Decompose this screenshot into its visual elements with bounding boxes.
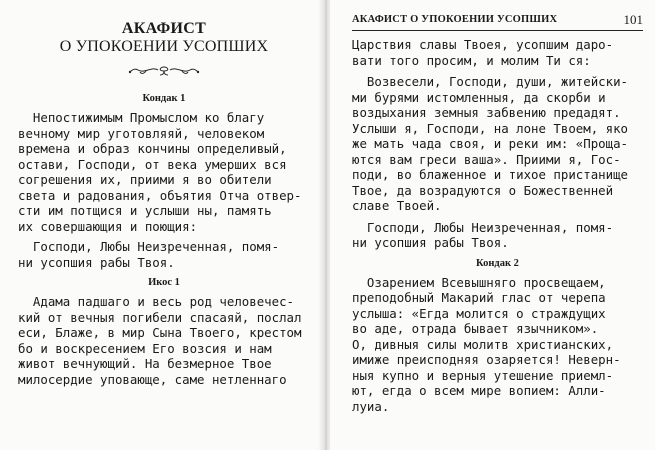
paragraph-2 — [352, 74, 643, 214]
section-heading-kondak-1: Кондак 1 — [142, 93, 186, 104]
text-line: вати того просим, и молим Ти ся: — [352, 52, 591, 68]
text-line: Царствия славы Твоея, усопшим даро- — [352, 37, 614, 52]
text-line: воздыхания земныя забвению предадят. — [352, 105, 621, 120]
ornament-divider-icon — [124, 64, 204, 78]
text-line: еси, Блаже, в мир Сына Твоего, крестом — [18, 325, 302, 340]
text-line: Господи, Любы Неизреченная, помя- — [18, 239, 280, 254]
page-number: 101 — [623, 12, 643, 27]
text-line: остави, Господи, от века умерших вся — [18, 156, 287, 172]
text-line: Озарением Всевышняго просвещаем, — [352, 274, 606, 290]
text-line: Возвесели, Господи, души, житейски- — [352, 74, 629, 89]
text-line: сти им потщися и услыши ны, память — [18, 203, 272, 218]
text-line: согрешения их, приими я во обители — [18, 172, 272, 187]
paragraph-3 — [352, 220, 643, 251]
text-line: луиа. — [352, 398, 390, 414]
left-page — [0, 0, 325, 450]
text-line: ни усопшия рабы Твоя. — [18, 254, 175, 270]
running-header — [352, 10, 643, 31]
text-line: Твое, да возрадуются о Божественней — [352, 182, 614, 198]
text-line: Господи, Любы Неизреченная, помя- — [352, 219, 614, 235]
text-line: преподобный Макарий глас от черепа — [352, 290, 606, 305]
text-line: ныя купно и верныя утешение приемл- — [352, 367, 614, 383]
kondak-2-text — [352, 275, 643, 415]
text-line: О, дивныя силы молитв христианских, — [352, 336, 614, 352]
text-line: ми бурями истомленныя, да скорби и — [352, 89, 606, 105]
text-line: Услыши я, Господи, на лоне Твоем, яко — [352, 120, 629, 136]
text-line: имиже преисподняя озаряется! Неверн- — [352, 352, 621, 367]
text-line: ни усопшия рабы Твоя. — [352, 235, 509, 250]
right-page — [330, 0, 655, 450]
text-line: милосердие уповающе, саме нетленнаго — [18, 371, 287, 387]
ikos-1-text — [18, 294, 310, 387]
text-line: ются вам греси ваша». Приими я, Гос- — [352, 151, 621, 167]
section-heading-kondak-2: Кондак 2 — [476, 257, 519, 269]
text-line: бо и воскресением Его возсия и нам — [18, 340, 272, 356]
text-line: вечному мир уготовляяй, человеком — [18, 125, 265, 141]
text-line: же мать чада своя, и реки им: «Проща- — [352, 136, 629, 151]
section-heading-ikos-1: Икос 1 — [148, 277, 180, 288]
running-title: АКАФИСТ О УПОКОЕНИИ УСОПШИХ — [352, 14, 558, 25]
text-line: света и радования, объятия Отча отвер- — [18, 187, 302, 203]
text-line: во аде, отрада бывает язычником». — [352, 321, 599, 336]
paragraph-1 — [352, 37, 643, 68]
kondak-1-text — [18, 110, 310, 234]
text-line: кий от вечныя погибели спасаяй, послал — [18, 309, 302, 325]
text-line: живот вечнующий. На безмерное Твое — [18, 356, 272, 371]
page-title: АКАФИСТ — [121, 20, 207, 37]
text-line: Адама падшаго и весь род человечес- — [18, 294, 295, 309]
text-line: ют, егда о всем мире вопием: Алли- — [352, 383, 606, 398]
text-line: их совершающия и поющия: — [18, 218, 198, 234]
text-line: славе Твоей. — [352, 198, 442, 213]
kondak-1-refrain — [18, 239, 310, 270]
text-line: поди, во блаженное и тихое пристанище — [352, 167, 629, 182]
text-line: Непостижимым Промыслом ко благу — [18, 110, 265, 125]
text-line: услыша: «Егда молится о страждущих — [352, 305, 606, 321]
text-line: времена и образ кончины определивый, — [18, 141, 287, 156]
page-subtitle: О УПОКОЕНИИ УСОПШИХ — [59, 38, 269, 55]
